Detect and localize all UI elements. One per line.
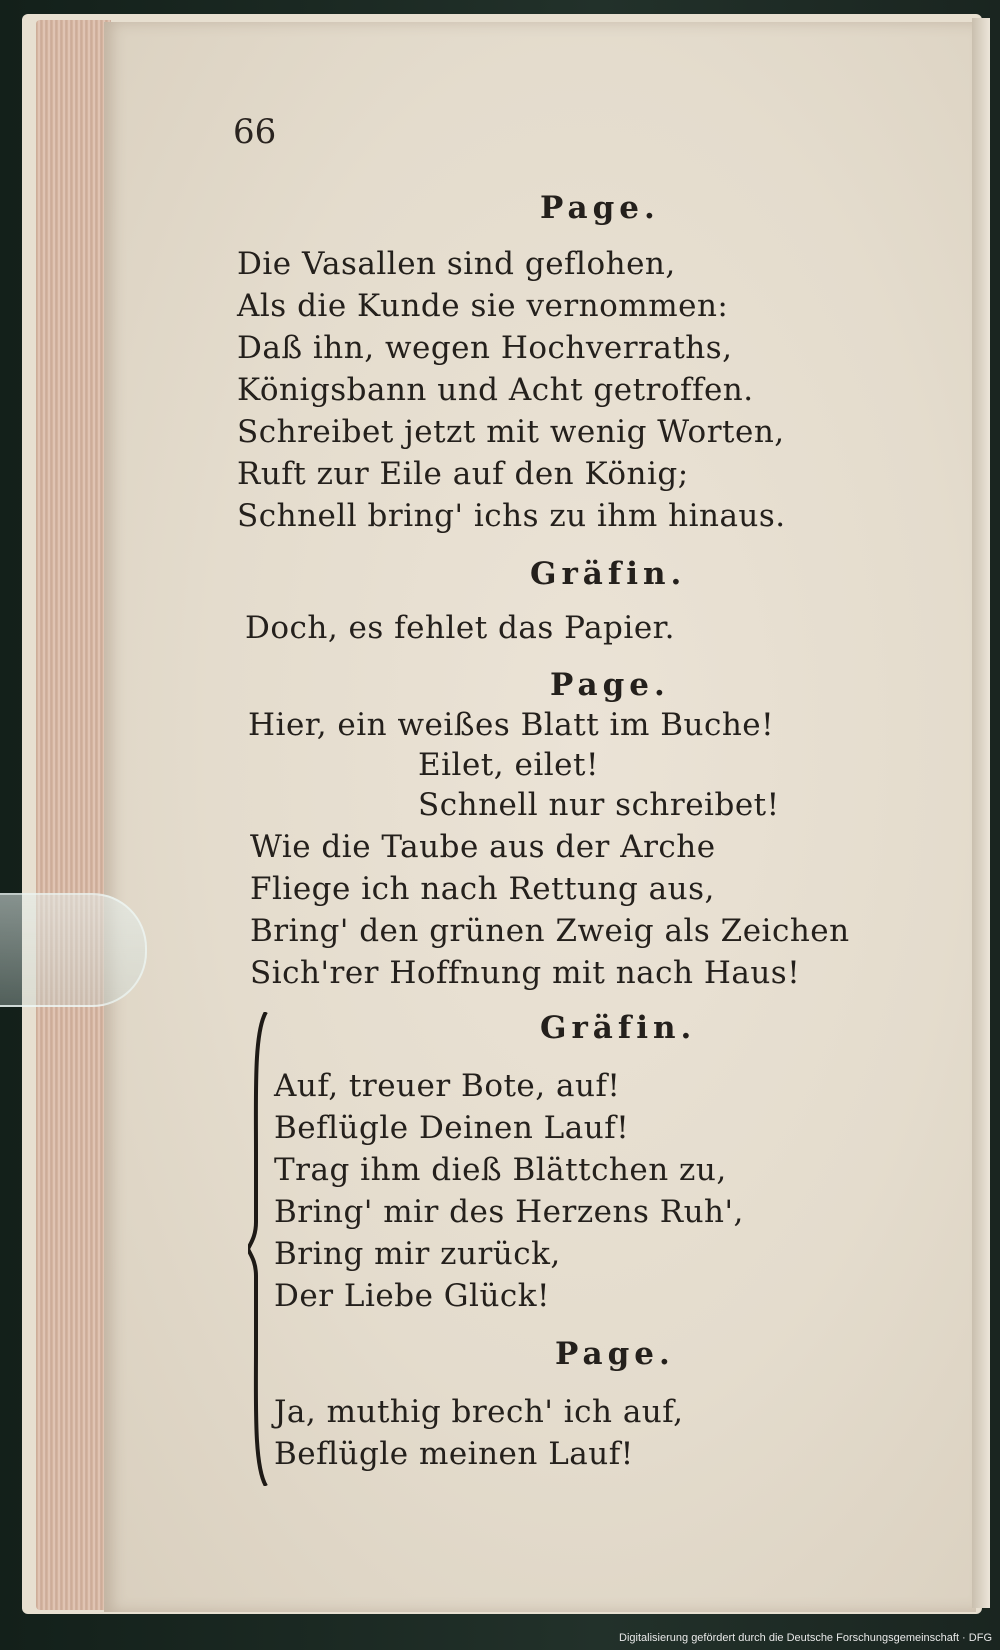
verse-line: Schnell bring' ichs zu ihm hinaus. xyxy=(237,498,786,534)
verse-line: Trag ihm dieß Blättchen zu, xyxy=(274,1152,727,1188)
verse-line: Königsbann und Acht getroffen. xyxy=(237,372,754,408)
verse-line: Bring' mir des Herzens Ruh', xyxy=(274,1194,744,1230)
page-clip xyxy=(0,893,147,1007)
bracket-brace xyxy=(248,1012,268,1486)
verse-line: Schreibet jetzt mit wenig Worten, xyxy=(237,414,785,450)
verse-line: Auf, treuer Bote, auf! xyxy=(274,1068,621,1104)
page-right-edge xyxy=(972,18,990,1608)
verse-line: Der Liebe Glück! xyxy=(274,1278,551,1314)
speaker-label: Page. xyxy=(550,667,670,703)
verse-line: Eilet, eilet! xyxy=(418,747,599,783)
verse-line: Ja, muthig brech' ich auf, xyxy=(274,1394,684,1430)
verse-line: Ruft zur Eile auf den König; xyxy=(237,456,689,492)
page-edges xyxy=(36,20,111,1610)
speaker-label: Gräfin. xyxy=(530,556,687,592)
verse-line: Beflügle Deinen Lauf! xyxy=(274,1110,630,1146)
verse-line: Daß ihn, wegen Hochverraths, xyxy=(237,330,733,366)
verse-line: Hier, ein weißes Blatt im Buche! xyxy=(248,707,775,743)
verse-line: Fliege ich nach Rettung aus, xyxy=(250,871,715,907)
speaker-label: Page. xyxy=(540,190,660,226)
verse-line: Beflügle meinen Lauf! xyxy=(274,1436,634,1472)
verse-line: Die Vasallen sind geflohen, xyxy=(237,246,676,282)
verse-line: Wie die Taube aus der Arche xyxy=(250,829,716,865)
page-number: 66 xyxy=(233,112,277,152)
verse-line: Als die Kunde sie vernommen: xyxy=(237,288,729,324)
verse-line: Bring' den grünen Zweig als Zeichen xyxy=(250,913,850,949)
verse-line: Schnell nur schreibet! xyxy=(418,787,780,823)
verse-line: Bring mir zurück, xyxy=(274,1236,561,1272)
verse-line: Doch, es fehlet das Papier. xyxy=(245,610,675,646)
speaker-label: Gräfin. xyxy=(540,1010,697,1046)
verse-line: Sich'rer Hoffnung mit nach Haus! xyxy=(250,955,801,991)
footer-credit: Digitalisierung gefördert durch die Deutsche Forschungsgemeinschaft · DFG xyxy=(619,1632,992,1644)
speaker-label: Page. xyxy=(555,1336,675,1372)
